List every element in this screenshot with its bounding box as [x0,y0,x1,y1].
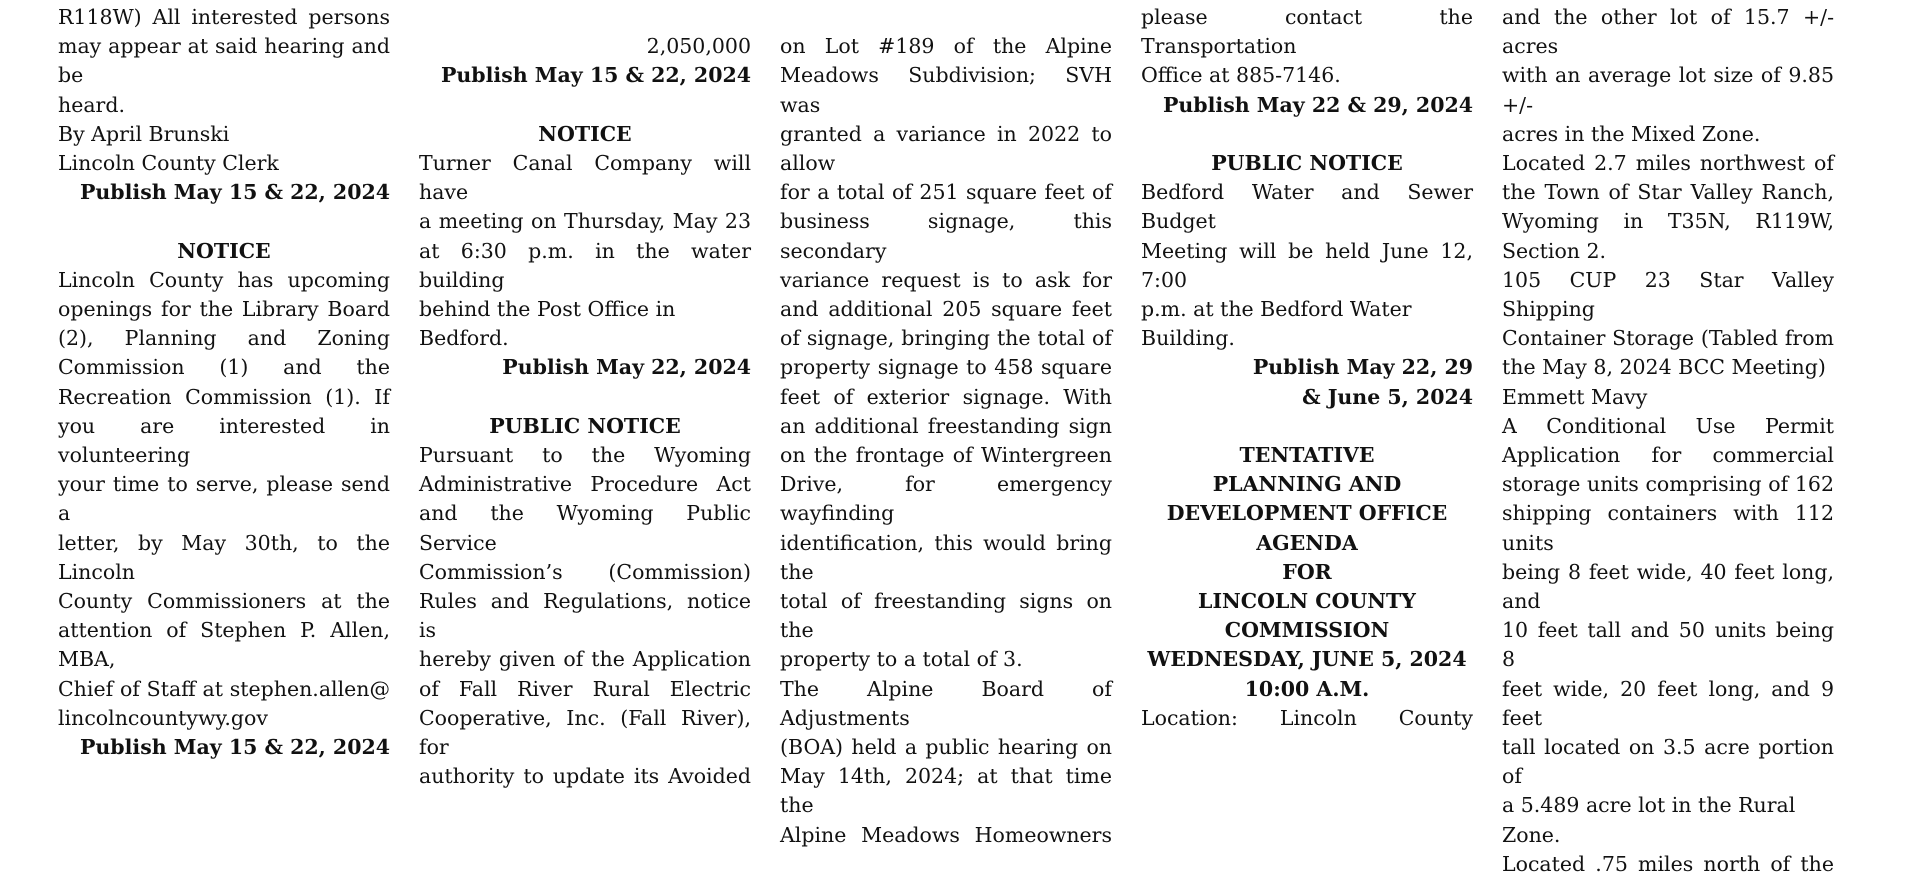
text-line: Located .75 miles north of the [1502,851,1834,876]
text-line: of signage, bringing the total of [780,326,1112,351]
text-line: p.m. at the Bedford Water Building. [1141,297,1412,351]
text-line: behind the Post Office in Bedford. [419,297,676,351]
text-line: Location: Lincoln County [1141,705,1473,730]
notice-heading-line: Publish May 22, 29 [1252,355,1473,380]
notice-heading-line: PUBLIC NOTICE [489,413,681,438]
text-line: Commission (1) and the [58,355,390,380]
text-line: total of freestanding signs on the [780,589,1112,643]
text-line: an additional freestanding sign [780,413,1112,438]
notice-heading-line: 10:00 A.M. [1244,676,1370,701]
text-line: business signage, this secondary [780,209,1112,263]
text-line: tall located on 3.5 acre portion of [1502,735,1834,789]
spacer [419,383,751,412]
text-line: identification, this would bring the [780,530,1112,584]
text-line: (2), Planning and Zoning [58,326,390,351]
text-line: being 8 feet wide, 40 feet long, and [1502,559,1834,614]
column-2 [419,3,751,791]
notice-heading-line: LINCOLN COUNTY [1198,589,1416,614]
notice-heading-line: NOTICE [538,121,632,146]
text-line: with an average lot size of 9.85 +/- [1502,63,1834,117]
text-line: Container Storage (Tabled from [1502,326,1834,351]
text-line: property to a total of 3. [780,647,1023,672]
text-line: Pursuant to the Wyoming [419,443,751,467]
text-line: heard. [58,92,125,117]
text-line: Commission’s (Commission) [419,559,751,584]
text-line: at 6:30 p.m. in the water building [419,238,751,292]
text-line: feet of exterior signage. With [780,384,1112,409]
text-line: Lincoln County Clerk [58,151,279,176]
text-line: A Conditional Use Permit [1502,413,1834,438]
text-line: 2,050,000 [646,34,751,59]
text-line: property signage to 458 square [780,355,1112,380]
text-line: Cooperative, Inc. (Fall River), for [419,705,751,760]
notice-heading-line: FOR [1282,559,1332,584]
text-line: By April Brunski [58,121,230,146]
text-line: acres in the Mixed Zone. [1502,121,1761,146]
text-line: Emmett Mavy [1502,384,1648,409]
text-line: the Town of Star Valley Ranch, [1502,180,1834,205]
notice-heading-line: Publish May 15 & 22, 2024 [440,63,751,88]
notice-heading-line: Publish May 15 & 22, 2024 [79,735,390,760]
text-line: County Commissioners at the [58,589,390,614]
text-line: Chief of Staff at stephen.allen@ [58,676,390,701]
text-line: lincolncountywy.gov [58,705,268,730]
text-line: The Alpine Board of Adjustments [780,676,1112,730]
column-4 [1141,3,1473,733]
text-line: and additional 205 square feet [780,297,1112,322]
text-line: may appear at said hearing and be [58,34,390,88]
spacer [780,3,1112,32]
text-line: storage units comprising of 162 [1502,472,1834,497]
text-line: letter, by May 30th, to the Lincoln [58,530,390,584]
notice-heading-line: COMMISSION [1224,618,1390,643]
text-line: granted a variance in 2022 to allow [780,121,1112,175]
text-line: on the frontage of Wintergreen [780,443,1112,468]
notice-heading-line: AGENDA [1256,530,1358,555]
text-line: Lincoln County has upcoming [58,267,390,292]
spacer [419,3,751,32]
text-line: and the other lot of 15.7 +/- acres [1502,5,1834,59]
text-line: Office at 885-7146. [1141,63,1341,88]
text-line: Drive, for emergency wayfinding [780,472,1112,526]
notice-heading-line: WEDNESDAY, JUNE 5, 2024 [1147,647,1467,672]
text-line: a meeting on Thursday, May 23 [419,209,751,234]
text-line: R118W) All interested persons [58,5,390,29]
text-line: Located 2.7 miles northwest of [1502,151,1834,176]
text-line: openings for the Library Board [58,297,390,322]
text-line: authority to update its Avoided [419,764,751,789]
text-line: hereby given of the Application [419,647,751,672]
text-line: Recreation Commission (1). If [58,384,390,409]
column-3 [780,3,1112,850]
text-line: Wyoming in T35N, R119W, [1502,209,1834,234]
text-line: the May 8, 2024 BCC Meeting) [1502,355,1826,380]
notice-heading-line: TENTATIVE [1239,443,1375,468]
spacer [419,91,751,120]
text-line: on Lot #189 of the Alpine [780,34,1112,59]
text-line: (BOA) held a public hearing on [780,735,1112,760]
notice-heading-line: & June 5, 2024 [1302,384,1473,409]
spacer [1141,120,1473,149]
text-line: 10 feet tall and 50 units being 8 [1502,618,1834,672]
text-line: Meadows Subdivision; SVH was [780,63,1112,117]
text-line: Bedford Water and Sewer Budget [1141,180,1473,234]
text-line: and the Wyoming Public Service [419,501,751,555]
notice-heading-line: NOTICE [177,238,271,263]
text-line: please contact the Transportation [1141,5,1473,59]
text-line: Section 2. [1502,238,1607,263]
notice-heading-line: PLANNING AND [1212,472,1402,497]
notice-heading-line: DEVELOPMENT OFFICE [1166,501,1448,526]
notice-heading-line: Publish May 15 & 22, 2024 [79,180,390,205]
notice-heading-line: Publish May 22 & 29, 2024 [1162,92,1473,117]
text-line: attention of Stephen P. Allen, MBA, [58,618,390,672]
text-line: Meeting will be held June 12, 7:00 [1141,238,1473,292]
text-line: Alpine Meadows Homeowners [780,822,1112,847]
text-line: Rules and Regulations, notice is [419,589,751,643]
text-line: shipping containers with 112 units [1502,501,1834,555]
text-line: a 5.489 acre lot in the Rural Zone. [1502,793,1796,847]
notice-heading-line: Publish May 22, 2024 [502,355,751,380]
text-line: Turner Canal Company will have [419,150,751,205]
text-line: your time to serve, please send a [58,472,390,526]
text-line: 105 CUP 23 Star Valley Shipping [1502,267,1834,322]
text-line: you are interested in volunteering [58,413,390,468]
text-line: for a total of 251 square feet of [780,180,1112,205]
text-line: of Fall River Rural Electric [419,676,751,701]
spacer [1141,412,1473,441]
column-1 [58,3,390,762]
notice-heading-line: PUBLIC NOTICE [1211,151,1403,175]
text-line: May 14th, 2024; at that time the [780,764,1112,818]
text-line: feet wide, 20 feet long, and 9 feet [1502,676,1834,730]
text-line: Application for commercial [1502,443,1834,468]
text-line: Administrative Procedure Act [419,472,751,497]
text-line: variance request is to ask for [780,267,1112,292]
spacer [58,207,390,236]
column-5 [1502,3,1834,879]
